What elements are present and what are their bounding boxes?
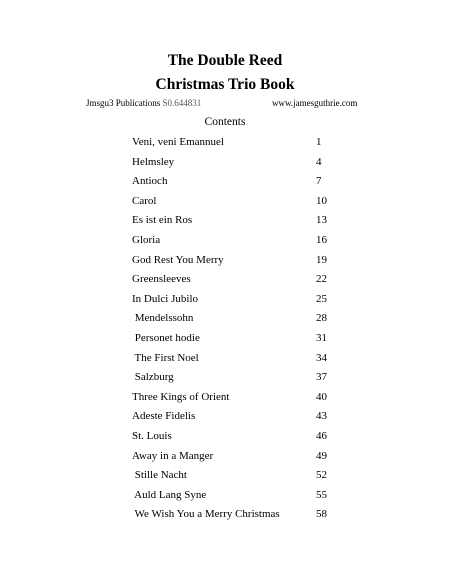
toc-entry-title: Mendelssohn — [132, 312, 194, 325]
toc-entry-title: In Dulci Jubilo — [132, 292, 198, 305]
toc-entry — [0, 233, 450, 253]
toc-entry-title: We Wish You a Merry Christmas — [132, 508, 280, 521]
toc-entry-page-number: 1 — [316, 136, 322, 148]
toc-entry-page-number: 37 — [316, 371, 327, 384]
toc-entry-title: Veni, veni Emannuel — [132, 136, 224, 148]
toc-entry-title: Es ist ein Ros — [132, 214, 193, 227]
toc-entry-page-number: 10 — [316, 194, 327, 207]
toc-entry-page-number: 13 — [316, 214, 327, 227]
toc-entry-title: Salzburg — [132, 371, 174, 384]
contents-heading: Contents — [204, 116, 246, 128]
toc-entry — [0, 429, 450, 449]
toc-entry-page-number: 28 — [316, 312, 327, 325]
toc-entry-title: St. Louis — [132, 429, 172, 442]
toc-entry — [0, 292, 450, 312]
toc-entry — [0, 507, 450, 527]
toc-entry-page-number: 25 — [316, 292, 327, 305]
toc-entry-title: The First Noel — [132, 351, 199, 364]
toc-entry — [0, 351, 450, 371]
toc-entry-title: Three Kings of Orient — [132, 390, 230, 403]
toc-entry-page-number: 19 — [316, 253, 327, 266]
toc-entry-title: Adeste Fidelis — [132, 410, 196, 423]
toc-entry — [0, 135, 450, 155]
toc-entry — [0, 311, 450, 331]
toc-entry-page-number: 16 — [316, 233, 327, 246]
toc-entry — [0, 409, 450, 429]
toc-entry-page-number: 49 — [316, 449, 327, 462]
toc-entry-page-number: 40 — [316, 390, 327, 403]
toc-entry-title: Greensleeves — [132, 273, 191, 286]
book-title-line-2: Christmas Trio Book — [155, 76, 295, 93]
toc-entry-page-number: 46 — [316, 429, 327, 442]
toc-entry — [0, 449, 450, 469]
toc-entry — [0, 174, 450, 194]
toc-entry — [0, 488, 450, 508]
toc-entry — [0, 390, 450, 410]
toc-entry — [0, 155, 450, 175]
toc-entry-page-number: 58 — [316, 508, 327, 521]
toc-entry-title: Gloria — [132, 233, 161, 246]
toc-entry-title: Stille Nacht — [132, 469, 187, 482]
toc-entry — [0, 331, 450, 351]
toc-entry-page-number: 4 — [316, 155, 322, 168]
toc-entry-page-number: 7 — [316, 175, 322, 188]
table-of-contents — [0, 135, 450, 527]
toc-entry-page-number: 22 — [316, 273, 327, 286]
toc-entry-title: Auld Lang Syne — [132, 488, 207, 501]
toc-entry-title: Away in a Manger — [132, 449, 214, 462]
toc-entry-title: Antioch — [132, 175, 168, 188]
toc-entry-title: Helmsley — [132, 155, 175, 168]
toc-entry-title: God Rest You Merry — [132, 253, 224, 266]
toc-entry — [0, 370, 450, 390]
catalog-code: S0.644831 — [162, 98, 202, 108]
book-title-line-1: The Double Reed — [167, 52, 283, 69]
toc-entry-title: Personet hodie — [132, 331, 200, 344]
website-url: www.jamesguthrie.com — [272, 98, 358, 108]
toc-entry — [0, 272, 450, 292]
toc-entry-page-number: 31 — [316, 331, 327, 344]
toc-entry-page-number: 52 — [316, 469, 327, 482]
toc-entry-page-number: 34 — [316, 351, 327, 364]
toc-entry — [0, 213, 450, 233]
toc-entry — [0, 468, 450, 488]
toc-entry-page-number: 55 — [316, 488, 327, 501]
toc-entry-title: Carol — [132, 194, 157, 207]
toc-entry-page-number: 43 — [316, 410, 327, 423]
toc-entry — [0, 194, 450, 214]
publisher-info — [86, 97, 201, 109]
publisher-name: Jmsgu3 Publications — [86, 98, 161, 108]
toc-entry — [0, 253, 450, 273]
